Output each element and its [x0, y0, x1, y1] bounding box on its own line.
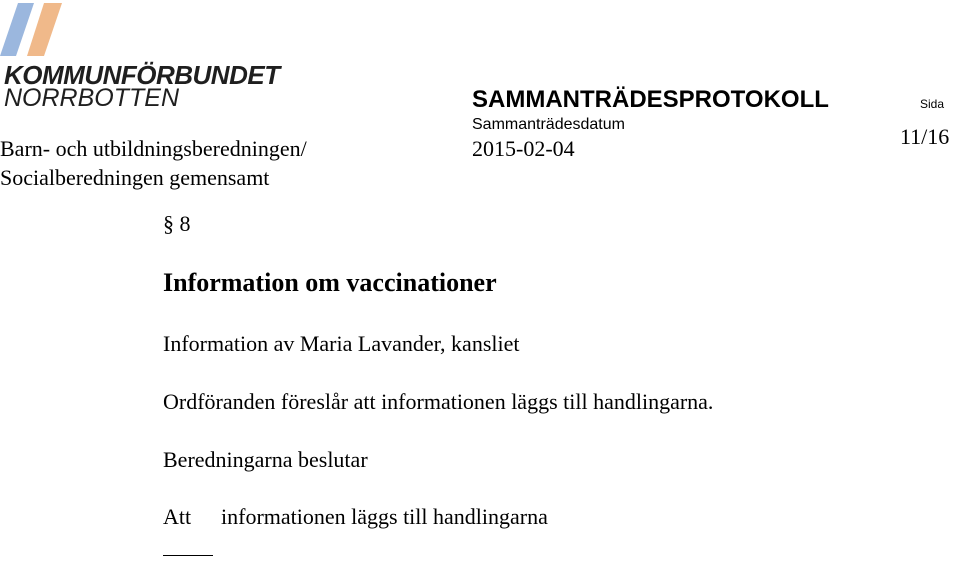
body-line-decision-intro: Beredningarna beslutar	[163, 447, 368, 472]
document-title: SAMMANTRÄDESPROTOKOLL	[472, 86, 829, 113]
decision-keyword: Att	[163, 504, 192, 529]
page-label: Sida	[920, 97, 945, 111]
divider-rule	[163, 555, 213, 556]
section-heading: Information om vaccinationer	[163, 268, 497, 297]
body-line-information: Information av Maria Lavander, kansliet	[163, 331, 520, 356]
logo-text-line1: KOMMUNFÖRBUNDET	[4, 60, 280, 90]
decision-text: informationen läggs till handlingarna	[221, 504, 548, 529]
meeting-date-label: Sammanträdesdatum	[472, 116, 625, 133]
page-number: 11/16	[900, 124, 950, 149]
body-line-proposal: Ordföranden föreslår att informationen läggs till handlingarna.	[163, 389, 714, 414]
committee-name-line1: Barn- och utbildningsberedningen/	[0, 136, 307, 161]
paragraph-number: § 8	[163, 211, 191, 236]
committee-name-line2: Socialberedningen gemensamt	[0, 165, 270, 190]
meeting-date-value: 2015-02-04	[472, 136, 575, 161]
logo-text-line2: NORRBOTTEN	[4, 84, 179, 112]
logo-stripes-icon	[0, 0, 80, 62]
